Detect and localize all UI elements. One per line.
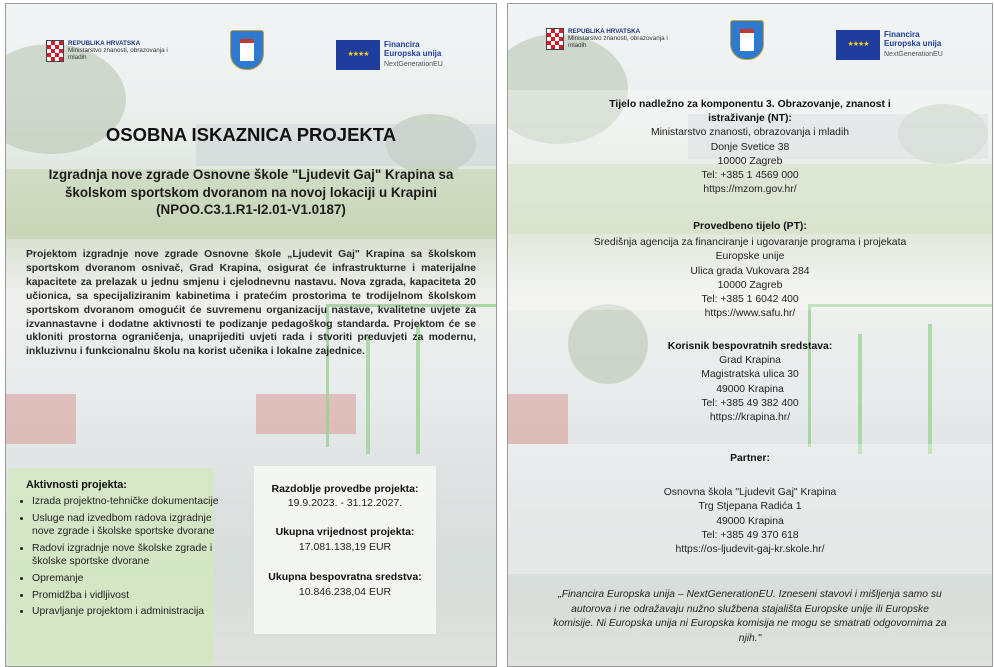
hr-ministry: Ministarstvo znanosti, obrazovanja i mladih bbox=[568, 35, 668, 50]
list-item: • Opremanje bbox=[32, 572, 220, 586]
period-label: Razdoblje provedbe projekta: bbox=[271, 483, 419, 495]
partner-block bbox=[580, 452, 920, 557]
partner-line: Tel: +385 49 370 618 bbox=[701, 529, 799, 541]
hr-name: REPUBLIKA HRVATSKA bbox=[568, 28, 641, 35]
kb-line: Grad Krapina bbox=[719, 355, 781, 367]
list-item: • Promidžba i vidljivost bbox=[32, 589, 220, 603]
nt-title: Tijelo nadležno za komponentu 3. Obrazovanje, znanost i istraživanje (NT): bbox=[609, 99, 891, 125]
krapina-crest-icon bbox=[730, 20, 764, 60]
project-card-page-1 bbox=[6, 4, 496, 666]
kb-title: Korisnik bespovratnih sredstava: bbox=[667, 341, 833, 352]
activities-title: Aktivnosti projekta: bbox=[26, 479, 127, 491]
pt-link[interactable]: https://www.safu.hr/ bbox=[704, 308, 796, 320]
list-item: • Radovi izgradnje nove školske zgrade i školske sportske dvorane bbox=[32, 542, 220, 569]
partner-line: 49000 Krapina bbox=[716, 515, 784, 527]
eu-line3: NextGenerationEU bbox=[884, 51, 943, 58]
grant-label: Ukupna bespovratna sredstva: bbox=[268, 571, 422, 583]
eu-line1: Financira bbox=[884, 30, 920, 39]
pt-block bbox=[580, 220, 920, 321]
period-value: 19.9.2023. - 31.12.2027. bbox=[287, 497, 403, 509]
project-subtitle bbox=[28, 166, 474, 219]
croatia-ministry-logo bbox=[546, 28, 668, 50]
eu-flag-icon: ★★★★ bbox=[336, 40, 380, 70]
eu-line1: Financira bbox=[384, 40, 420, 49]
eu-flag-icon: ★★★★ bbox=[836, 30, 880, 60]
project-code: (NPOO.C3.1.R1-I2.01-V1.0187) bbox=[156, 202, 346, 218]
activities-list bbox=[18, 495, 220, 622]
hr-ministry: Ministarstvo znanosti, obrazovanja i mladih bbox=[68, 47, 168, 62]
nt-link[interactable]: https://mzom.gov.hr/ bbox=[703, 184, 797, 196]
nt-block bbox=[580, 98, 920, 197]
pt-title: Provedbeno tijelo (PT): bbox=[693, 221, 807, 232]
kb-line: 49000 Krapina bbox=[716, 383, 784, 395]
nt-line: Ministarstvo znanosti, obrazovanja i mladih bbox=[650, 127, 850, 139]
kb-link[interactable]: https://krapina.hr/ bbox=[709, 412, 791, 424]
croatian-shield-icon bbox=[46, 40, 64, 62]
kb-line: Magistratska ulica 30 bbox=[701, 369, 799, 381]
eu-funding-logo bbox=[836, 30, 943, 60]
eu-disclaimer: „Financira Europska unija – NextGenerationEU. Izneseni stavovi i mišljenja samo su autorova i ne odražavaju nužno službena stajališta Europske unije ili Europske komisije. Ni Europska unija ni Europska komisija ne mogu se smatrati odgovornima za njih." bbox=[553, 589, 947, 644]
nt-line: 10000 Zagreb bbox=[717, 155, 783, 167]
eu-funding-logo bbox=[336, 40, 443, 70]
pt-line: Ulica grada Vukovara 284 bbox=[690, 265, 810, 277]
total-value: 17.081.138,19 EUR bbox=[298, 541, 392, 553]
croatia-ministry-logo bbox=[46, 40, 168, 62]
page-title: OSOBNA ISKAZNICA PROJEKTA bbox=[105, 124, 397, 145]
list-item: • Upravljanje projektom i administracija bbox=[32, 605, 220, 619]
list-item: • Usluge nad izvedbom radova izgradnje nove zgrade i školske sportske dvorane bbox=[32, 512, 220, 539]
partner-link[interactable]: https://os-ljudevit-gaj-kr.skole.hr/ bbox=[675, 544, 825, 556]
nt-line: Donje Svetice 38 bbox=[710, 141, 790, 153]
beneficiary-block bbox=[580, 340, 920, 425]
hr-name: REPUBLIKA HRVATSKA bbox=[68, 40, 141, 47]
eu-line3: NextGenerationEU bbox=[384, 61, 443, 68]
project-name: Izgradnja nove zgrade Osnovne škole "Ljudevit Gaj" Krapina sa školskom sportskom dvoranom na novoj lokaciji u Krapini bbox=[48, 167, 454, 200]
pt-line: Tel: +385 1 6042 400 bbox=[701, 294, 799, 306]
kb-line: Tel: +385 49 382 400 bbox=[701, 397, 799, 409]
pt-line: Središnja agencija za financiranje i ugovaranje programa i projekata Europske unije bbox=[593, 237, 907, 263]
total-label: Ukupna vrijednost projekta: bbox=[275, 526, 415, 538]
partner-title: Partner: bbox=[730, 453, 770, 464]
grant-value: 10.846.238,04 EUR bbox=[298, 586, 392, 598]
nt-line: Tel: +385 1 4569 000 bbox=[701, 170, 799, 182]
eu-line2: Europska unija bbox=[884, 39, 942, 48]
eu-line2: Europska unija bbox=[384, 49, 442, 58]
list-item: • Izrada projektno-tehničke dokumentacije bbox=[32, 495, 220, 509]
croatian-shield-icon bbox=[546, 28, 564, 50]
project-card-page-2 bbox=[508, 4, 992, 666]
project-description: Projektom izgradnje nove zgrade Osnovne škole „Ljudevit Gaj" Krapina sa školskom sportskom dvoranom osnivač, Grad Krapina, osigurat će infrastrukturne i materijalne kapacitete za prelazak u jednu smjenu i cjelodnevnu nastavu. Nova zgrada, kapaciteta 20 učionica, sa specijaliziranim kabinetima i pratećim prostorima te trodijelnom školskom sportskom dvoranom omogućit će suvremenu organizaciju nastave, kvalitetne uvjete za izvannastavne i dodatne aktivnosti te podizanje pedagoškog standarda. Projektom će se ukloniti prostorna ograničenja, unaprijediti uvjeti rada i stvoriti preduvjeti za modernu, inkluzivnu i funkcionalnu školu na korist učenika i lokalne zajednice. bbox=[26, 249, 476, 358]
krapina-crest-icon bbox=[230, 30, 264, 70]
partner-line: Osnovna škola "Ljudevit Gaj" Krapina bbox=[663, 487, 837, 499]
partner-line: Trg Stjepana Radića 1 bbox=[698, 501, 802, 513]
pt-line: 10000 Zagreb bbox=[717, 279, 783, 291]
